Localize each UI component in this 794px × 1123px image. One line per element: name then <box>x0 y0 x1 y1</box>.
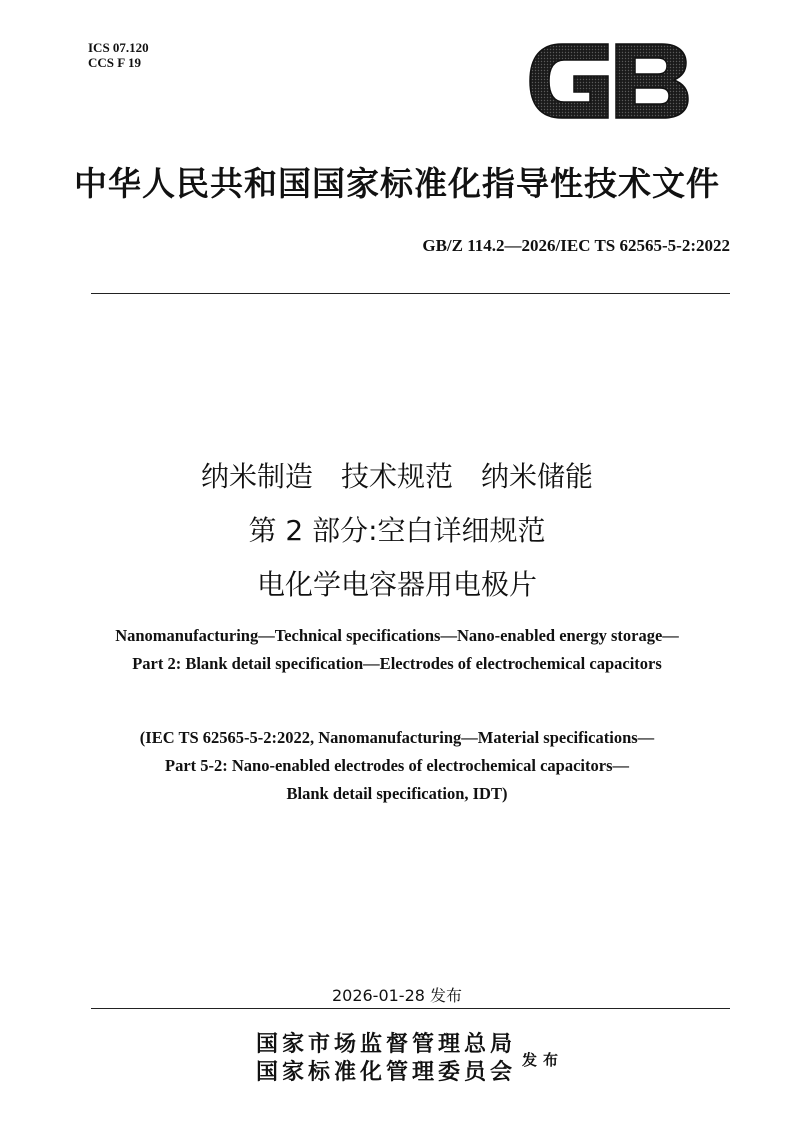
publisher-line-2: 国家标准化管理委员会 <box>256 1059 517 1085</box>
gb-logo <box>522 36 692 126</box>
chinese-title-line-2: 第 2 部分:空白详细规范 <box>248 514 546 547</box>
top-divider <box>91 293 730 294</box>
ics-code: ICS 07.120 <box>88 40 149 55</box>
english-title-line-2: Part 2: Blank detail specification—Electrodes of electrochemical capacitors <box>132 654 662 673</box>
english-title <box>0 622 794 678</box>
gb-logo-text: GB <box>522 36 524 37</box>
english-title-line-1: Nanomanufacturing—Technical specifications—Nano-enabled energy storage— <box>115 626 679 645</box>
identical-standard-line-2: Part 5-2: Nano-enabled electrodes of electrochemical capacitors— <box>164 756 629 775</box>
chinese-title-line-3: 电化学电容器用电极片 <box>256 568 537 601</box>
chinese-title-line-1: 纳米制造 技术规范 纳米储能 <box>200 460 593 493</box>
issue-label: 发布 <box>522 1051 565 1069</box>
document-type: 中华人民共和国国家标准化指导性技术文件 <box>74 164 720 203</box>
identical-standard-line-3: Blank detail specification, IDT) <box>286 784 508 803</box>
identical-standard <box>0 724 794 808</box>
identical-standard-line-1: (IEC TS 62565-5-2:2022, Nanomanufacturing—Material specifications— <box>139 728 655 747</box>
classification-codes <box>88 40 149 70</box>
chinese-title <box>0 450 794 612</box>
publisher-line-1: 国家市场监督管理总局 <box>256 1031 517 1057</box>
issue-date: 2026-01-28 发布 <box>331 986 463 1005</box>
bottom-divider <box>91 1008 730 1009</box>
standard-number: GB/Z 114.2—2026/IEC TS 62565-5-2:2022 <box>422 236 730 255</box>
publishers <box>256 1030 516 1086</box>
ccs-code: CCS F 19 <box>88 55 141 70</box>
